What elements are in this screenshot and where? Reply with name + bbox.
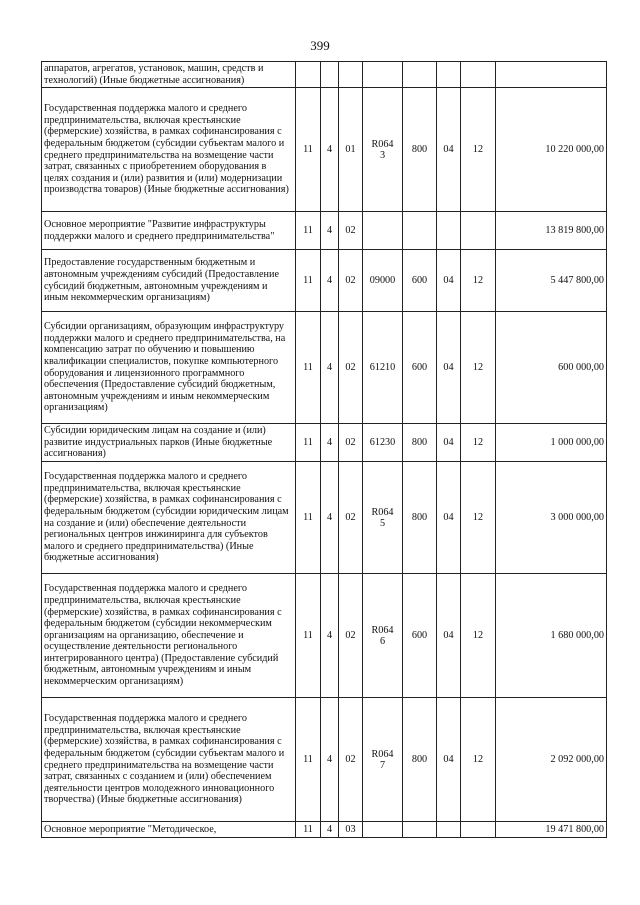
cell-c7: 12 bbox=[461, 462, 496, 574]
table-row bbox=[42, 424, 607, 462]
row-description: Предоставление государственным бюджетным и автономным учреждениям субсидий (Предоставление субсидий бюджетным, автономным учреждениям и иным некоммерческим организациям) bbox=[42, 250, 296, 312]
cell-c5 bbox=[403, 62, 437, 88]
table-row bbox=[42, 62, 607, 88]
cell-c6 bbox=[437, 212, 461, 250]
cell-c2: 4 bbox=[321, 312, 339, 424]
cell-c6 bbox=[437, 822, 461, 838]
cell-c7 bbox=[461, 822, 496, 838]
table-row bbox=[42, 574, 607, 698]
cell-c3: 02 bbox=[339, 312, 363, 424]
table-row bbox=[42, 212, 607, 250]
cell-amount: 1 000 000,00 bbox=[496, 424, 607, 462]
cell-c3: 03 bbox=[339, 822, 363, 838]
row-description: Государственная поддержка малого и среднего предпринимательства, включая крестьянские (фермерские) хозяйства, в рамках софинансирования с федеральным бюджетом (субсидии субъектам малого и среднего предпринимательства на возмещение части затрат, связанных с приобретением оборудования в целях создания и (или) развития и (или) модернизации производства товаров) (Иные бюджетные ассигнования) bbox=[42, 88, 296, 212]
cell-amount: 3 000 000,00 bbox=[496, 462, 607, 574]
cell-amount: 2 092 000,00 bbox=[496, 698, 607, 822]
row-description: Основное мероприятие "Развитие инфраструктуры поддержки малого и среднего предпринимательства" bbox=[42, 212, 296, 250]
cell-c2: 4 bbox=[321, 574, 339, 698]
cell-c4 bbox=[363, 62, 403, 88]
cell-c2: 4 bbox=[321, 212, 339, 250]
cell-c6: 04 bbox=[437, 574, 461, 698]
page-number: 399 bbox=[310, 38, 330, 53]
row-description: Государственная поддержка малого и среднего предпринимательства, включая крестьянские (фермерские) хозяйства, в рамках софинансирования с федеральным бюджетом (субсидии некоммерческим организациям на организацию, обеспечение и осуществление деятельности регионального интегрированного центра) (Предоставление субсидий бюджетным, автономным учреждениям и иным некоммерческим организациям) bbox=[42, 574, 296, 698]
cell-c6: 04 bbox=[437, 424, 461, 462]
cell-c2: 4 bbox=[321, 698, 339, 822]
table-row bbox=[42, 822, 607, 838]
cell-c3: 02 bbox=[339, 462, 363, 574]
cell-amount: 1 680 000,00 bbox=[496, 574, 607, 698]
cell-c2 bbox=[321, 62, 339, 88]
cell-c4: 61210 bbox=[363, 312, 403, 424]
cell-c3: 01 bbox=[339, 88, 363, 212]
cell-c7: 12 bbox=[461, 574, 496, 698]
cell-c7: 12 bbox=[461, 250, 496, 312]
cell-c3: 02 bbox=[339, 698, 363, 822]
cell-c6: 04 bbox=[437, 250, 461, 312]
cell-c1: 11 bbox=[296, 424, 321, 462]
cell-c1: 11 bbox=[296, 698, 321, 822]
table-row bbox=[42, 698, 607, 822]
cell-c5 bbox=[403, 822, 437, 838]
cell-c6: 04 bbox=[437, 312, 461, 424]
cell-c7: 12 bbox=[461, 312, 496, 424]
cell-c5: 800 bbox=[403, 698, 437, 822]
table-row bbox=[42, 250, 607, 312]
cell-c6: 04 bbox=[437, 462, 461, 574]
cell-c3 bbox=[339, 62, 363, 88]
cell-c3: 02 bbox=[339, 574, 363, 698]
cell-c5: 800 bbox=[403, 424, 437, 462]
cell-c1: 11 bbox=[296, 312, 321, 424]
cell-c2: 4 bbox=[321, 250, 339, 312]
cell-c1: 11 bbox=[296, 822, 321, 838]
budget-table bbox=[41, 61, 607, 838]
cell-amount: 13 819 800,00 bbox=[496, 212, 607, 250]
row-description: Государственная поддержка малого и среднего предпринимательства, включая крестьянские (фермерские) хозяйства, в рамках софинансирования с федеральным бюджетом (субсидии юридическим лицам на создание и (или) обеспечение деятельности региональных центров инжиниринга для субъектов малого и среднего предпринимательства) (Иные бюджетные ассигнования) bbox=[42, 462, 296, 574]
cell-c4: 09000 bbox=[363, 250, 403, 312]
table-row bbox=[42, 312, 607, 424]
cell-c1: 11 bbox=[296, 212, 321, 250]
cell-c4: R064 7 bbox=[363, 698, 403, 822]
cell-c4: 61230 bbox=[363, 424, 403, 462]
cell-c6: 04 bbox=[437, 698, 461, 822]
cell-c1: 11 bbox=[296, 250, 321, 312]
cell-c5: 800 bbox=[403, 88, 437, 212]
table-row bbox=[42, 88, 607, 212]
cell-c4: R064 6 bbox=[363, 574, 403, 698]
cell-c5: 600 bbox=[403, 312, 437, 424]
cell-amount: 10 220 000,00 bbox=[496, 88, 607, 212]
cell-c2: 4 bbox=[321, 822, 339, 838]
row-description: Субсидии организациям, образующим инфраструктуру поддержки малого и среднего предпринимательства, на компенсацию затрат по обучению и повышению квалификации специалистов, покупке компьютерного оборудования и лицензионного программного обеспечения (Предоставление субсидий бюджетным, автономным учреждениям и иным некоммерческим организациям) bbox=[42, 312, 296, 424]
cell-c4 bbox=[363, 212, 403, 250]
cell-c5 bbox=[403, 212, 437, 250]
row-description: Государственная поддержка малого и среднего предпринимательства, включая крестьянские (фермерские) хозяйства, в рамках софинансирования с федеральным бюджетом (субсидии субъектам малого и среднего предпринимательства на возмещение части затрат, связанных с созданием и (или) обеспечением деятельности центров молодежного инновационного творчества) (Иные бюджетные ассигнования) bbox=[42, 698, 296, 822]
cell-c5: 800 bbox=[403, 462, 437, 574]
cell-c2: 4 bbox=[321, 462, 339, 574]
cell-c1: 11 bbox=[296, 574, 321, 698]
cell-amount bbox=[496, 62, 607, 88]
cell-c1: 11 bbox=[296, 462, 321, 574]
cell-c7 bbox=[461, 212, 496, 250]
cell-c4 bbox=[363, 822, 403, 838]
cell-amount: 5 447 800,00 bbox=[496, 250, 607, 312]
cell-c5: 600 bbox=[403, 574, 437, 698]
cell-c7: 12 bbox=[461, 698, 496, 822]
cell-c6 bbox=[437, 62, 461, 88]
cell-c7 bbox=[461, 62, 496, 88]
cell-c6: 04 bbox=[437, 88, 461, 212]
cell-c2: 4 bbox=[321, 88, 339, 212]
cell-amount: 600 000,00 bbox=[496, 312, 607, 424]
cell-c3: 02 bbox=[339, 250, 363, 312]
cell-c7: 12 bbox=[461, 88, 496, 212]
cell-c1 bbox=[296, 62, 321, 88]
row-description: Основное мероприятие "Методическое, bbox=[42, 822, 296, 838]
cell-c4: R064 3 bbox=[363, 88, 403, 212]
cell-c4: R064 5 bbox=[363, 462, 403, 574]
cell-c1: 11 bbox=[296, 88, 321, 212]
cell-c5: 600 bbox=[403, 250, 437, 312]
cell-c2: 4 bbox=[321, 424, 339, 462]
row-description: Субсидии юридическим лицам на создание и (или) развитие индустриальных парков (Иные бюджетные ассигнования) bbox=[42, 424, 296, 462]
cell-amount: 19 471 800,00 bbox=[496, 822, 607, 838]
table-row bbox=[42, 462, 607, 574]
cell-c7: 12 bbox=[461, 424, 496, 462]
cell-c3: 02 bbox=[339, 424, 363, 462]
row-description: аппаратов, агрегатов, установок, машин, средств и технологий) (Иные бюджетные ассигнования) bbox=[42, 62, 296, 88]
cell-c3: 02 bbox=[339, 212, 363, 250]
